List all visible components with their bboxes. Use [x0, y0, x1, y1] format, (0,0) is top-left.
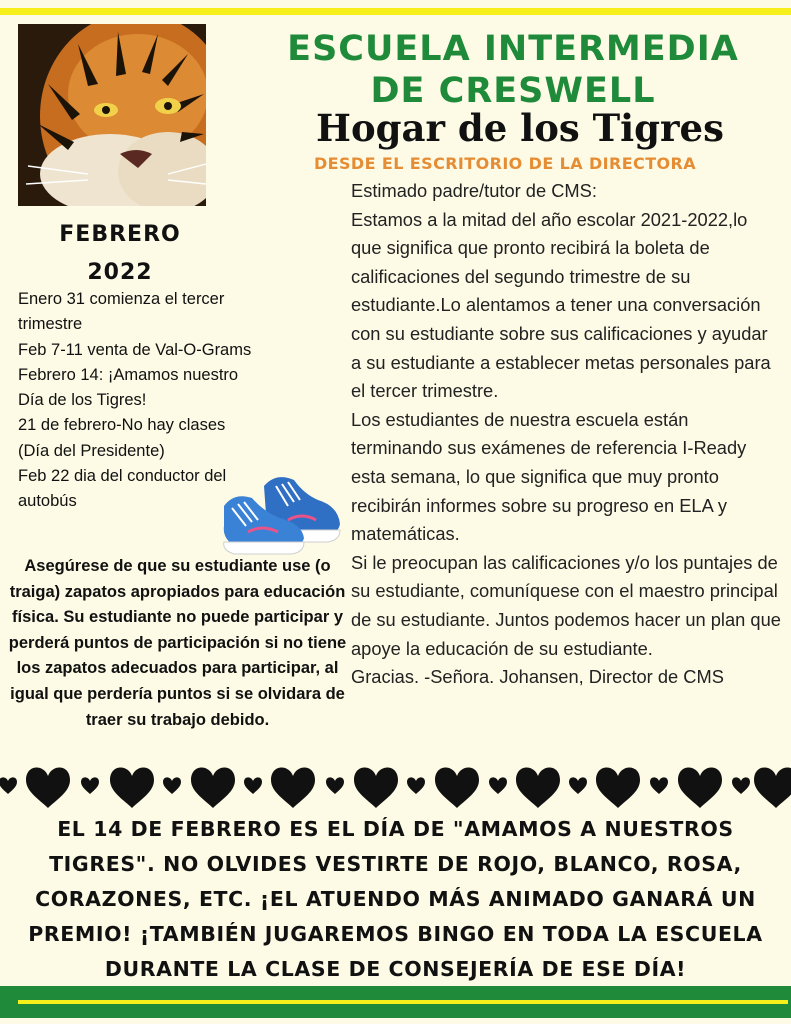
heart-icon [110, 767, 154, 808]
heart-icon [191, 767, 235, 808]
heart-icon [163, 777, 181, 794]
heart-icon [26, 767, 70, 808]
event-item: Febrero 14: ¡Amamos nuestro Día de los Tigres! [18, 365, 239, 410]
heart-icon [81, 777, 99, 794]
event-item: Feb 22 dia del conductor del autobús [18, 467, 227, 511]
principal-letter [351, 177, 781, 692]
sneakers-icon [218, 466, 344, 556]
heart-icon [244, 777, 262, 794]
heart-icon [326, 777, 344, 794]
heart-divider [0, 762, 791, 810]
heart-icon [754, 767, 791, 808]
letter-paragraph: Estamos a la mitad del año escolar 2021-2022,lo que significa que pronto recibirá la boleta de calificaciones del segundo trimestre de su estudiante.Lo alentamos a tener una conversación con su estudiante sobre sus calificaciones y ayudar a su estudiante a establecer metas personales para el tercer trimestre. [351, 208, 771, 402]
heart-icon [354, 767, 398, 808]
calendar-year: 2022 [87, 260, 153, 285]
heart-icon [516, 767, 560, 808]
calendar-month: FEBRERO [59, 222, 181, 247]
letter-greeting: Estimado padre/tutor de CMS: [351, 180, 597, 201]
heart-icon [569, 777, 587, 794]
tiger-photo [18, 24, 206, 206]
pe-shoes-notice: Asegúrese de que su estudiante use (o traiga) zapatos apropiados para educación física. Su estudiante no puede participar y perderá puntos de participación si no tiene los zapatos adecuados para participar, al igual que perdería puntos si se olvidara de traer su trabajo debido. [8, 557, 347, 729]
heart-icon [678, 767, 722, 808]
heart-icon [489, 777, 507, 794]
event-item: Enero 31 comienza el tercer trimestre [18, 290, 225, 334]
heart-icon [650, 777, 668, 794]
tiger-day-announcement: EL 14 DE FEBRERO ES EL DÍA DE "AMAMOS A NUESTROS TIGRES". NO OLVIDES VESTIRTE DE ROJO, BLANCO, ROSA, CORAZONES, ETC. ¡EL ATUENDO MÁS ANIMADO GANARÁ UN PREMIO! ¡TAMBIÉN JUGAREMOS BINGO EN TODA LA ESCUELA DURANTE LA CLASE DE CONSEJERÍA DE ESE DÍA! [28, 817, 763, 981]
event-item: Feb 7-11 venta de Val-O-Grams [18, 340, 252, 359]
tagline: Hogar de los Tigres [316, 106, 724, 150]
heart-icon [0, 777, 17, 794]
bottom-border-yellow [18, 1000, 788, 1004]
heart-icon [732, 777, 750, 794]
heart-icon [596, 767, 640, 808]
top-border-bar [0, 8, 791, 15]
school-name-line-2: DE CRESWELL [370, 71, 656, 111]
letter-paragraph: Los estudiantes de nuestra escuela están terminando sus exámenes de referencia I-Ready esta semana, lo que significa que muy pronto recibirán informes sobre su progreso en ELA y matemáticas. [351, 408, 747, 545]
principal-section-heading: DESDE EL ESCRITORIO DE LA DIRECTORA [314, 154, 697, 173]
school-name [218, 28, 791, 112]
heart-icon [407, 777, 425, 794]
heart-icon [435, 767, 479, 808]
heart-icon [271, 767, 315, 808]
event-item: 21 de febrero-No hay clases (Día del Presidente) [18, 416, 226, 460]
school-name-line-1: ESCUELA INTERMEDIA [287, 29, 739, 69]
letter-signoff: Gracias. -Señora. Johansen, Director de CMS [351, 666, 724, 688]
calendar-heading [20, 216, 220, 292]
letter-paragraph: Si le preocupan las calificaciones y/o los puntajes de su estudiante, comuníquese con el maestro principal de su estudiante. Juntos podemos hacer un plan que apoye la educación de su estudiante. [351, 551, 781, 659]
